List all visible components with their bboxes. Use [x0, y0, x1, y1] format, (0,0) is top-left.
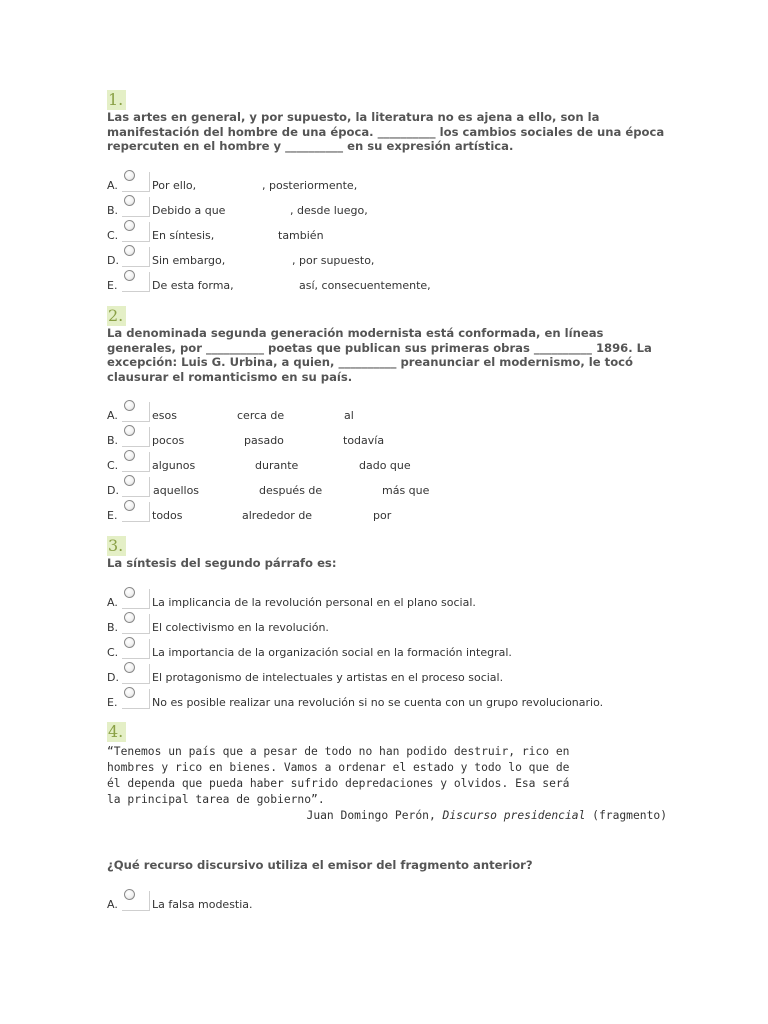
question-1 [107, 90, 667, 297]
radio-button-icon[interactable] [124, 425, 135, 436]
radio-button-icon[interactable] [124, 500, 135, 511]
option-text: Debido a que [152, 203, 226, 217]
option-c[interactable] [107, 452, 667, 477]
options-list [107, 402, 667, 527]
option-text: , desde luego, [290, 203, 368, 217]
question-4 [107, 722, 667, 916]
quote-author: Juan Domingo Perón, [306, 809, 443, 822]
question-number: 1. [107, 90, 126, 110]
option-letter: D. [107, 670, 119, 684]
option-letter: A. [107, 897, 118, 911]
option-text: La implicancia de la revolución personal en el plano social. [152, 595, 476, 609]
question-2 [107, 306, 667, 527]
option-text: después de [259, 484, 323, 497]
option-a[interactable] [107, 589, 667, 614]
radio-button-icon[interactable] [124, 170, 135, 181]
option-text: La importancia de la organización social en la formación integral. [152, 645, 512, 659]
option-c[interactable] [107, 639, 667, 664]
question-stem: La denominada segunda generación modernista está conformada, en líneas generales, por __________ poetas que publican sus primeras obras __________ 1896. La excepción: Luis G. Urbina, a quien, __________ preanunciar el modernismo, le tocó clausurar el romanticismo en su país. [107, 326, 652, 384]
option-letter: E. [107, 695, 118, 709]
option-text: De esta forma, [152, 278, 234, 292]
option-text: también [278, 228, 324, 242]
option-letter: D. [107, 484, 119, 497]
option-text: así, consecuentemente, [299, 278, 431, 292]
radio-button-icon[interactable] [124, 245, 135, 256]
radio-button-icon[interactable] [124, 662, 135, 673]
option-e[interactable] [107, 502, 667, 527]
option-letter: B. [107, 620, 119, 634]
option-text: En síntesis, [152, 228, 215, 242]
option-letter: A. [107, 409, 118, 422]
option-text: Sin embargo, [152, 253, 226, 267]
option-text: más que [382, 484, 430, 497]
option-letter: A. [107, 595, 118, 609]
quote-block [107, 744, 667, 824]
radio-button-container[interactable] [122, 477, 150, 497]
question-number: 2. [107, 306, 126, 326]
option-letter: C. [107, 459, 119, 472]
question-number: 3. [107, 536, 126, 556]
radio-button-icon[interactable] [124, 687, 135, 698]
radio-button-container[interactable] [122, 197, 150, 217]
radio-button-container[interactable] [122, 402, 150, 422]
option-d[interactable] [107, 664, 667, 689]
option-letter: B. [107, 434, 119, 447]
option-e[interactable] [107, 272, 667, 297]
radio-button-icon[interactable] [124, 400, 135, 411]
option-letter: E. [107, 278, 118, 292]
option-d[interactable] [107, 247, 667, 272]
option-text: El colectivismo en la revolución. [152, 620, 329, 634]
option-e[interactable] [107, 689, 667, 714]
option-text: algunos [152, 459, 196, 472]
option-a[interactable] [107, 891, 667, 916]
radio-button-container[interactable] [122, 222, 150, 242]
radio-button-icon[interactable] [124, 450, 135, 461]
option-text: durante [255, 459, 299, 472]
option-text: esos [152, 409, 177, 422]
radio-button-icon[interactable] [124, 270, 135, 281]
option-text: La falsa modestia. [152, 897, 253, 911]
option-text: por [373, 509, 392, 522]
quote-note: (fragmento) [585, 809, 667, 822]
quote-line: “Tenemos un país que a pesar de todo no han podido destruir, rico en [107, 745, 570, 758]
option-b[interactable] [107, 427, 667, 452]
question-number: 4. [107, 722, 126, 742]
option-text: al [344, 409, 354, 422]
option-text: El protagonismo de intelectuales y artistas en el proceso social. [152, 670, 504, 684]
option-text: cerca de [237, 409, 285, 422]
radio-button-icon[interactable] [124, 195, 135, 206]
question-3 [107, 536, 667, 714]
radio-button-container[interactable] [122, 247, 150, 267]
option-letter: D. [107, 253, 119, 267]
radio-button-icon[interactable] [124, 587, 135, 598]
quote-line: él dependa que pueda haber sufrido depredaciones y olvidos. Esa será [107, 777, 570, 790]
option-text: todos [152, 509, 183, 522]
option-text: , posteriormente, [262, 178, 358, 192]
option-letter: A. [107, 178, 118, 192]
radio-button-container[interactable] [122, 689, 150, 709]
option-c[interactable] [107, 222, 667, 247]
options-list [107, 172, 667, 297]
option-a[interactable] [107, 172, 667, 197]
question-stem: Las artes en general, y por supuesto, la literatura no es ajena a ello, son la manifestación del hombre de una época. __________ los cambios sociales de una época repercuten en el hombre y __________ en su expresión artística. [107, 110, 665, 153]
quote-line: hombres y rico en bienes. Vamos a ordenar el estado y todo lo que de [107, 761, 570, 774]
option-text: alrededor de [242, 509, 313, 522]
quote-work: Discurso presidencial [442, 809, 586, 822]
radio-button-container[interactable] [122, 452, 150, 472]
option-text: aquellos [153, 484, 200, 497]
radio-button-icon[interactable] [124, 889, 135, 900]
radio-button-container[interactable] [122, 664, 150, 684]
radio-button-container[interactable] [122, 891, 150, 911]
option-letter: C. [107, 228, 119, 242]
radio-button-container[interactable] [122, 272, 150, 292]
question-stem: ¿Qué recurso discursivo utiliza el emisor del fragmento anterior? [107, 858, 533, 872]
radio-button-container[interactable] [122, 589, 150, 609]
radio-button-container[interactable] [122, 502, 150, 522]
option-text: , por supuesto, [292, 253, 375, 267]
radio-button-container[interactable] [122, 427, 150, 447]
radio-button-icon[interactable] [124, 475, 135, 486]
radio-button-container[interactable] [122, 172, 150, 192]
option-letter: B. [107, 203, 119, 217]
radio-button-icon[interactable] [124, 637, 135, 648]
radio-button-container[interactable] [122, 639, 150, 659]
option-d[interactable] [107, 477, 667, 502]
question-stem: La síntesis del segundo párrafo es: [107, 556, 337, 570]
option-a[interactable] [107, 402, 667, 427]
option-text: No es posible realizar una revolución si no se cuenta con un grupo revolucionario. [152, 695, 604, 709]
option-b[interactable] [107, 197, 667, 222]
option-b[interactable] [107, 614, 667, 639]
radio-button-icon[interactable] [124, 612, 135, 623]
options-list [107, 891, 667, 916]
radio-button-icon[interactable] [124, 220, 135, 231]
option-text: dado que [359, 459, 411, 472]
option-text: todavía [343, 434, 385, 447]
option-letter: E. [107, 509, 118, 522]
quote-attribution [107, 808, 667, 824]
options-list [107, 589, 667, 714]
option-text: pocos [152, 434, 185, 447]
option-text: Por ello, [152, 178, 197, 192]
quote-line: la principal tarea de gobierno”. [107, 793, 325, 806]
option-text: pasado [244, 434, 284, 447]
option-letter: C. [107, 645, 119, 659]
radio-button-container[interactable] [122, 614, 150, 634]
